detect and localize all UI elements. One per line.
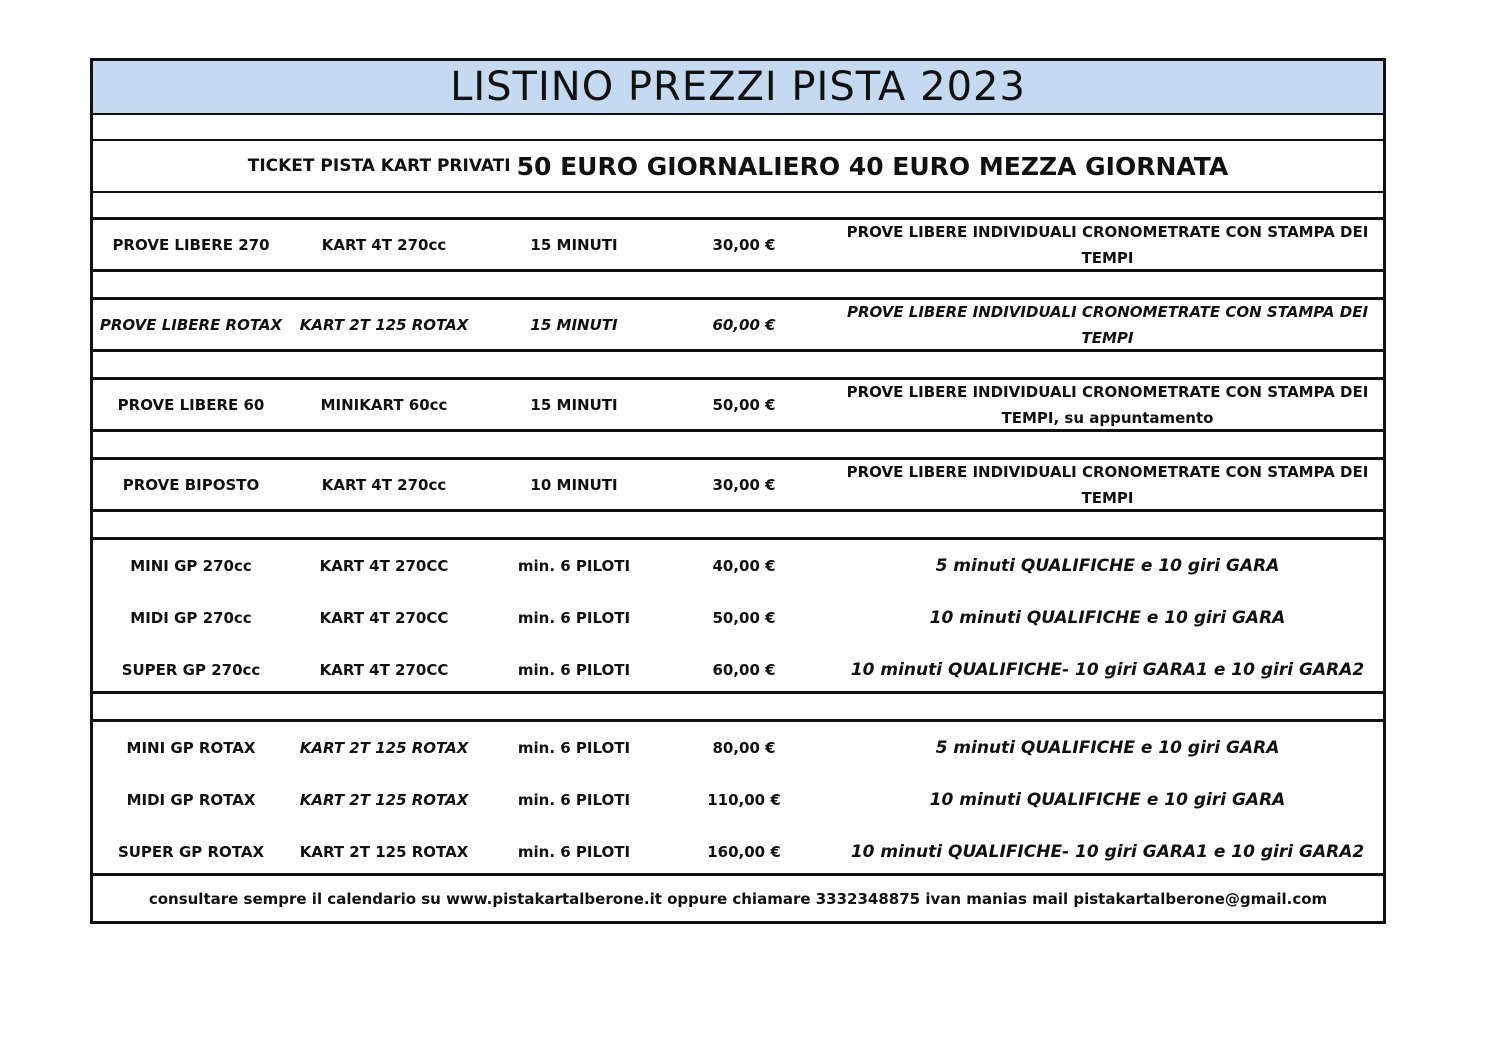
gp-270-block: [93, 537, 1383, 691]
spacer-row: [93, 269, 1383, 297]
session-name: PROVE BIPOSTO: [122, 475, 260, 494]
session-kart: KART 2T 125 ROTAX: [299, 315, 469, 334]
gp-price: 40,00 €: [712, 557, 776, 575]
title-bar: [93, 61, 1383, 113]
gp-price: 80,00 €: [712, 739, 776, 757]
notes-line: TEMPI: [1081, 488, 1134, 507]
gp-format: 10 minuti QUALIFICHE e 10 giri GARA: [929, 608, 1286, 628]
session-row: [93, 457, 1383, 509]
spacer-row: [93, 113, 1383, 139]
notes-line: PROVE LIBERE INDIVIDUALI CRONOMETRATE CON STAMPA DEI: [846, 462, 1369, 481]
gp-kart: KART 4T 270CC: [319, 661, 449, 679]
session-row: [93, 217, 1383, 269]
spacer-row: [93, 191, 1383, 217]
gp-row: [93, 540, 1383, 592]
gp-price: 160,00 €: [707, 843, 781, 861]
gp-price: 110,00 €: [707, 791, 781, 809]
session-row: [93, 297, 1383, 349]
price-list-sheet: [90, 58, 1386, 924]
ticket-lead: TICKET PISTA KART PRIVATI: [247, 156, 511, 176]
notes-line: PROVE LIBERE INDIVIDUALI CRONOMETRATE CON STAMPA DEI: [846, 302, 1369, 321]
spacer-row: [93, 429, 1383, 457]
gp-price: 60,00 €: [712, 661, 776, 679]
gp-name: MIDI GP ROTAX: [126, 791, 256, 809]
session-price: 30,00 €: [712, 475, 776, 494]
footer-row: [93, 873, 1383, 921]
gp-kart: KART 4T 270CC: [319, 557, 449, 575]
gp-name: MINI GP 270cc: [130, 557, 252, 575]
notes-line: TEMPI: [1081, 248, 1134, 267]
session-name: PROVE LIBERE 60: [117, 395, 265, 414]
gp-name: MINI GP ROTAX: [126, 739, 256, 757]
session-kart: KART 4T 270cc: [321, 235, 447, 254]
ticket-row: [93, 139, 1383, 191]
gp-pilots: min. 6 PILOTI: [517, 661, 631, 679]
session-name: PROVE LIBERE ROTAX: [99, 315, 283, 334]
session-kart: KART 4T 270cc: [321, 475, 447, 494]
session-duration: 15 MINUTI: [530, 395, 618, 414]
session-price: 50,00 €: [712, 395, 776, 414]
session-duration: 15 MINUTI: [530, 235, 618, 254]
notes-line: TEMPI: [1081, 328, 1134, 347]
gp-row: [93, 826, 1383, 878]
session-row: [93, 377, 1383, 429]
gp-row: [93, 774, 1383, 826]
notes-line: TEMPI, su appuntamento: [1001, 408, 1214, 427]
ticket-offer: 50 EURO GIORNALIERO 40 EURO MEZZA GIORNATA: [516, 151, 1229, 181]
gp-pilots: min. 6 PILOTI: [517, 791, 631, 809]
gp-row: [93, 592, 1383, 644]
gp-name: SUPER GP ROTAX: [117, 843, 265, 861]
session-notes: [845, 220, 1370, 269]
session-notes: [845, 300, 1370, 349]
gp-kart: KART 2T 125 ROTAX: [299, 791, 469, 809]
gp-row: [93, 722, 1383, 774]
spacer-row: [93, 509, 1383, 537]
session-notes: [845, 460, 1370, 509]
gp-kart: KART 2T 125 ROTAX: [299, 739, 469, 757]
gp-pilots: min. 6 PILOTI: [517, 557, 631, 575]
gp-pilots: min. 6 PILOTI: [517, 843, 631, 861]
notes-line: PROVE LIBERE INDIVIDUALI CRONOMETRATE CON STAMPA DEI: [846, 382, 1369, 401]
gp-price: 50,00 €: [712, 609, 776, 627]
gp-format: 10 minuti QUALIFICHE e 10 giri GARA: [929, 790, 1286, 810]
gp-kart: KART 4T 270CC: [319, 609, 449, 627]
notes-line: PROVE LIBERE INDIVIDUALI CRONOMETRATE CON STAMPA DEI: [846, 222, 1369, 241]
gp-pilots: min. 6 PILOTI: [517, 739, 631, 757]
gp-format: 10 minuti QUALIFICHE- 10 giri GARA1 e 10 giri GARA2: [850, 660, 1365, 680]
gp-row: [93, 644, 1383, 696]
gp-pilots: min. 6 PILOTI: [517, 609, 631, 627]
page-title: LISTINO PREZZI PISTA 2023: [450, 64, 1026, 110]
spacer-row: [93, 691, 1383, 719]
session-duration: 10 MINUTI: [530, 475, 618, 494]
gp-rotax-block: [93, 719, 1383, 873]
session-price: 60,00 €: [712, 315, 776, 334]
spacer-row: [93, 349, 1383, 377]
gp-format: 10 minuti QUALIFICHE- 10 giri GARA1 e 10 giri GARA2: [850, 842, 1365, 862]
gp-format: 5 minuti QUALIFICHE e 10 giri GARA: [935, 738, 1280, 758]
gp-name: MIDI GP 270cc: [130, 609, 252, 627]
footer-contact: consultare sempre il calendario su www.pistakartalberone.it oppure chiamare 3332348875 ivan manias mail pistakartalberone@gmail.com: [148, 889, 1328, 908]
session-duration: 15 MINUTI: [530, 315, 618, 334]
session-kart: MINIKART 60cc: [320, 395, 448, 414]
gp-format: 5 minuti QUALIFICHE e 10 giri GARA: [935, 556, 1280, 576]
session-name: PROVE LIBERE 270: [112, 235, 270, 254]
gp-name: SUPER GP 270cc: [121, 661, 261, 679]
session-price: 30,00 €: [712, 235, 776, 254]
session-notes: [845, 380, 1370, 429]
gp-kart: KART 2T 125 ROTAX: [299, 843, 469, 861]
